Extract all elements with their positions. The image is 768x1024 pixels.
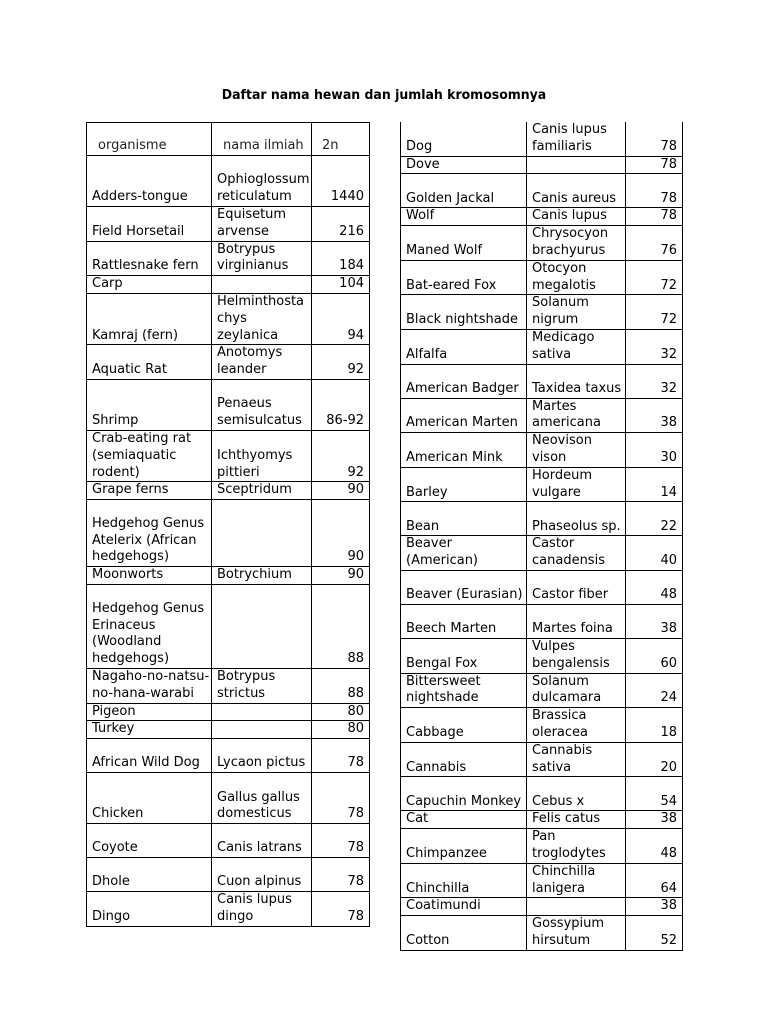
scientific-name-cell — [212, 500, 312, 567]
chromosome-count-cell: 88 — [312, 668, 370, 703]
organism-cell: Dhole — [87, 858, 212, 892]
organism-cell: Golden Jackal — [401, 174, 527, 208]
scientific-name-cell: Martes americana — [527, 398, 626, 433]
chromosome-count-cell: 32 — [626, 329, 683, 364]
chromosome-count-cell: 32 — [626, 364, 683, 398]
table-row — [401, 467, 683, 502]
table-row — [87, 379, 370, 430]
organism-cell: Cat — [401, 811, 527, 829]
scientific-name-cell: Solanum dulcamara — [527, 673, 626, 708]
organism-cell: Cotton — [401, 916, 527, 951]
scientific-name-cell: Penaeus semisulcatus — [212, 379, 312, 430]
table-row — [87, 430, 370, 481]
header-organism: organisme — [87, 123, 212, 156]
organism-cell: Cabbage — [401, 708, 527, 743]
chromosome-count-cell: 92 — [312, 430, 370, 481]
scientific-name-cell: Lycaon pictus — [212, 739, 312, 773]
table-row — [87, 293, 370, 344]
scientific-name-cell: Brassica oleracea — [527, 708, 626, 743]
chromosome-count-cell: 52 — [626, 916, 683, 951]
chromosome-count-cell: 72 — [626, 295, 683, 330]
table-row — [401, 295, 683, 330]
organism-cell: American Badger — [401, 364, 527, 398]
table-row — [401, 122, 683, 156]
chromosome-table-left — [86, 122, 370, 927]
chromosome-count-cell: 54 — [626, 777, 683, 811]
scientific-name-cell: Canis lupus — [527, 208, 626, 226]
organism-cell: Barley — [401, 467, 527, 502]
scientific-name-cell: Equisetum arvense — [212, 207, 312, 242]
table-row — [401, 742, 683, 777]
chromosome-count-cell: 72 — [626, 260, 683, 295]
chromosome-count-cell: 18 — [626, 708, 683, 743]
table-row — [87, 500, 370, 567]
scientific-name-cell: Medicago sativa — [527, 329, 626, 364]
table-row — [401, 898, 683, 916]
chromosome-count-cell: 90 — [312, 482, 370, 500]
scientific-name-cell: Castor canadensis — [527, 536, 626, 571]
organism-cell: Carp — [87, 276, 212, 294]
table-row — [87, 482, 370, 500]
table-row — [87, 703, 370, 721]
chromosome-count-cell: 76 — [626, 226, 683, 261]
scientific-name-cell: Phaseolus sp. — [527, 502, 626, 536]
scientific-name-cell — [212, 703, 312, 721]
scientific-name-cell: Felis catus — [527, 811, 626, 829]
chromosome-count-cell: 14 — [626, 467, 683, 502]
chromosome-count-cell: 78 — [312, 739, 370, 773]
organism-cell: Chimpanzee — [401, 829, 527, 864]
table-row — [87, 276, 370, 294]
organism-cell: Dove — [401, 156, 527, 174]
scientific-name-cell — [527, 156, 626, 174]
header-scientific-name: nama ilmiah — [212, 123, 312, 156]
organism-cell: Adders-tongue — [87, 156, 212, 207]
scientific-name-cell: Canis lupus familiaris — [527, 122, 626, 156]
scientific-name-cell: Cuon alpinus — [212, 858, 312, 892]
chromosome-count-cell: 86-92 — [312, 379, 370, 430]
table-row — [401, 829, 683, 864]
scientific-name-cell: Chrysocyon brachyurus — [527, 226, 626, 261]
chromosome-count-cell: 88 — [312, 584, 370, 668]
table-row — [401, 777, 683, 811]
organism-cell: Chinchilla — [401, 863, 527, 898]
table-row — [87, 567, 370, 585]
chromosome-count-cell: 78 — [626, 208, 683, 226]
scientific-name-cell: Vulpes bengalensis — [527, 638, 626, 673]
organism-cell: Pigeon — [87, 703, 212, 721]
chromosome-count-cell: 64 — [626, 863, 683, 898]
scientific-name-cell: Ophioglossum reticulatum — [212, 156, 312, 207]
organism-cell: Capuchin Monkey — [401, 777, 527, 811]
scientific-name-cell: Ichthyomys pittieri — [212, 430, 312, 481]
table-row — [401, 604, 683, 638]
table-row — [401, 364, 683, 398]
organism-cell: Black nightshade — [401, 295, 527, 330]
organism-cell: Turkey — [87, 721, 212, 739]
chromosome-count-cell: 22 — [626, 502, 683, 536]
scientific-name-cell — [212, 721, 312, 739]
organism-cell: Beaver (Eurasian) — [401, 570, 527, 604]
organism-cell: Wolf — [401, 208, 527, 226]
table-row — [401, 398, 683, 433]
chromosome-count-cell: 38 — [626, 811, 683, 829]
scientific-name-cell: Canis latrans — [212, 824, 312, 858]
chromosome-count-cell: 40 — [626, 536, 683, 571]
organism-cell: Hedgehog Genus Atelerix (African hedgehogs) — [87, 500, 212, 567]
organism-cell: Bengal Fox — [401, 638, 527, 673]
chromosome-count-cell: 184 — [312, 241, 370, 276]
table-row — [401, 208, 683, 226]
organism-cell: Bean — [401, 502, 527, 536]
scientific-name-cell: Cannabis sativa — [527, 742, 626, 777]
chromosome-count-cell: 78 — [626, 122, 683, 156]
chromosome-count-cell: 78 — [312, 773, 370, 824]
table-row — [87, 858, 370, 892]
organism-cell: Coatimundi — [401, 898, 527, 916]
scientific-name-cell: Botrypus strictus — [212, 668, 312, 703]
organism-cell: Nagaho-no-natsu-no-hana-warabi — [87, 668, 212, 703]
table-header-row — [87, 123, 370, 156]
organism-cell: Bat-eared Fox — [401, 260, 527, 295]
table-row — [401, 174, 683, 208]
scientific-name-cell: Martes foina — [527, 604, 626, 638]
chromosome-count-cell: 38 — [626, 604, 683, 638]
table-row — [87, 824, 370, 858]
scientific-name-cell: Gallus gallus domesticus — [212, 773, 312, 824]
table-row — [401, 708, 683, 743]
organism-cell: Dingo — [87, 892, 212, 927]
table-row — [401, 260, 683, 295]
table-row — [87, 345, 370, 380]
chromosome-count-cell: 78 — [312, 824, 370, 858]
scientific-name-cell — [212, 584, 312, 668]
chromosome-count-cell: 78 — [626, 174, 683, 208]
chromosome-count-cell: 24 — [626, 673, 683, 708]
chromosome-count-cell: 20 — [626, 742, 683, 777]
table-row — [87, 892, 370, 927]
scientific-name-cell: Solanum nigrum — [527, 295, 626, 330]
organism-cell: Kamraj (fern) — [87, 293, 212, 344]
chromosome-count-cell: 90 — [312, 500, 370, 567]
table-row — [401, 570, 683, 604]
table-row — [401, 863, 683, 898]
scientific-name-cell: Botrychium — [212, 567, 312, 585]
table-row — [87, 721, 370, 739]
chromosome-table-right — [400, 122, 683, 951]
organism-cell: African Wild Dog — [87, 739, 212, 773]
organism-cell: Cannabis — [401, 742, 527, 777]
table-row — [401, 638, 683, 673]
chromosome-count-cell: 48 — [626, 570, 683, 604]
page-title: Daftar nama hewan dan jumlah kromosomnya — [221, 88, 547, 103]
scientific-name-cell: Anotomys leander — [212, 345, 312, 380]
chromosome-count-cell: 78 — [626, 156, 683, 174]
table-row — [87, 668, 370, 703]
chromosome-count-cell: 104 — [312, 276, 370, 294]
chromosome-count-cell: 94 — [312, 293, 370, 344]
scientific-name-cell — [212, 276, 312, 294]
scientific-name-cell: Canis aureus — [527, 174, 626, 208]
table-row — [401, 226, 683, 261]
chromosome-count-cell: 92 — [312, 345, 370, 380]
organism-cell: American Mink — [401, 433, 527, 468]
chromosome-count-cell: 216 — [312, 207, 370, 242]
chromosome-count-cell: 80 — [312, 721, 370, 739]
scientific-name-cell — [527, 898, 626, 916]
chromosome-count-cell: 80 — [312, 703, 370, 721]
chromosome-count-cell: 38 — [626, 898, 683, 916]
chromosome-count-cell: 38 — [626, 398, 683, 433]
scientific-name-cell: Castor fiber — [527, 570, 626, 604]
organism-cell: Rattlesnake fern — [87, 241, 212, 276]
organism-cell: Alfalfa — [401, 329, 527, 364]
table-row — [401, 329, 683, 364]
organism-cell: Crab-eating rat (semiaquatic rodent) — [87, 430, 212, 481]
table-row — [87, 156, 370, 207]
table-row — [401, 502, 683, 536]
scientific-name-cell: Pan troglodytes — [527, 829, 626, 864]
table-row — [87, 241, 370, 276]
scientific-name-cell: Sceptridum — [212, 482, 312, 500]
table-row — [401, 811, 683, 829]
organism-cell: Maned Wolf — [401, 226, 527, 261]
chromosome-count-cell: 30 — [626, 433, 683, 468]
chromosome-count-cell: 48 — [626, 829, 683, 864]
organism-cell: Grape ferns — [87, 482, 212, 500]
organism-cell: Beaver (American) — [401, 536, 527, 571]
chromosome-count-cell: 78 — [312, 892, 370, 927]
scientific-name-cell: Cebus x — [527, 777, 626, 811]
scientific-name-cell: Hordeum vulgare — [527, 467, 626, 502]
scientific-name-cell: Helminthostachys zeylanica — [212, 293, 312, 344]
table-row — [87, 584, 370, 668]
scientific-name-cell: Otocyon megalotis — [527, 260, 626, 295]
scientific-name-cell: Neovison vison — [527, 433, 626, 468]
organism-cell: Dog — [401, 122, 527, 156]
organism-cell: Chicken — [87, 773, 212, 824]
organism-cell: Moonworts — [87, 567, 212, 585]
chromosome-count-cell: 60 — [626, 638, 683, 673]
table-row — [401, 156, 683, 174]
organism-cell: Hedgehog Genus Erinaceus (Woodland hedgehogs) — [87, 584, 212, 668]
table-row — [87, 739, 370, 773]
organism-cell: Shrimp — [87, 379, 212, 430]
scientific-name-cell: Taxidea taxus — [527, 364, 626, 398]
organism-cell: Coyote — [87, 824, 212, 858]
scientific-name-cell: Gossypium hirsutum — [527, 916, 626, 951]
table-row — [87, 207, 370, 242]
table-row — [401, 536, 683, 571]
chromosome-count-cell: 90 — [312, 567, 370, 585]
organism-cell: American Marten — [401, 398, 527, 433]
scientific-name-cell: Canis lupus dingo — [212, 892, 312, 927]
table-row — [401, 673, 683, 708]
header-chromosome-count: 2n — [312, 123, 370, 156]
organism-cell: Field Horsetail — [87, 207, 212, 242]
chromosome-count-cell: 1440 — [312, 156, 370, 207]
table-row — [87, 773, 370, 824]
organism-cell: Bittersweet nightshade — [401, 673, 527, 708]
scientific-name-cell: Chinchilla lanigera — [527, 863, 626, 898]
organism-cell: Beech Marten — [401, 604, 527, 638]
table-row — [401, 916, 683, 951]
chromosome-count-cell: 78 — [312, 858, 370, 892]
scientific-name-cell: Botrypus virginianus — [212, 241, 312, 276]
table-row — [401, 433, 683, 468]
organism-cell: Aquatic Rat — [87, 345, 212, 380]
